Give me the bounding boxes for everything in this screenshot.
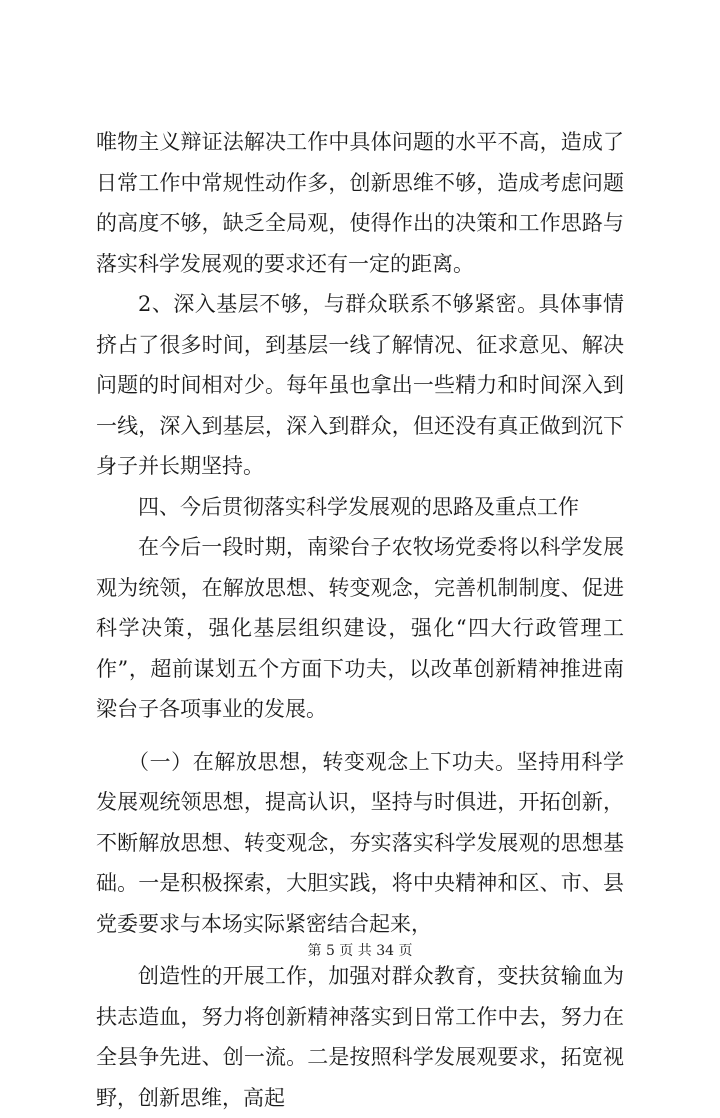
page-number-footer: 第 5 页 共 34 页 bbox=[307, 943, 413, 959]
section-heading-four: 四、今后贯彻落实科学发展观的思路及重点工作 bbox=[138, 494, 579, 519]
paragraph-grassroots-contact: 2、深入基层不够，与群众联系不够紧密。具体事情挤占了很多时间，到基层一线了解情况、征求意见、解决问题的时间相对少。每年虽也拿出一些精力和时间深入到一线，深入到基层，深入到群众，但还没有真正做到沉下身子并长期坚持。 bbox=[96, 292, 624, 478]
document-page-body bbox=[96, 122, 624, 1118]
paragraph-dialectics-weakness: 唯物主义辩证法解决工作中具体问题的水平不高，造成了日常工作中常规性动作多，创新思维不够，造成考虑问题的高度不够，缺乏全局观，使得作出的决策和工作思路与落实科学发展观的要求还有一定的距离。 bbox=[96, 130, 624, 276]
paragraph-emancipate-thinking: （一）在解放思想，转变观念上下功夫。坚持用科学发展观统领思想，提高认识，坚持与时俱进，开拓创新，不断解放思想、转变观念，夯实落实科学发展观的思想基础。一是积极探索，大胆实践，将中央精神和区、市、县党委要求与本场实际紧密结合起来， bbox=[96, 749, 624, 936]
paragraph-future-plan: 在今后一段时期，南梁台子农牧场党委将以科学发展观为统领，在解放思想、转变观念，完善机制制度、促进科学决策，强化基层组织建设，强化“四大行政管理工作”，超前谋划五个方面下功夫，以改革创新精神推进南梁台子各项事业的发展。 bbox=[96, 535, 624, 721]
paragraph-creative-work: 创造性的开展工作，加强对群众教育，变扶贫输血为扶志造血，努力将创新精神落实到日常工作中去，努力在全县争先进、创一流。二是按照科学发展观要求，拓宽视野，创新思维，高起 bbox=[96, 964, 624, 1110]
